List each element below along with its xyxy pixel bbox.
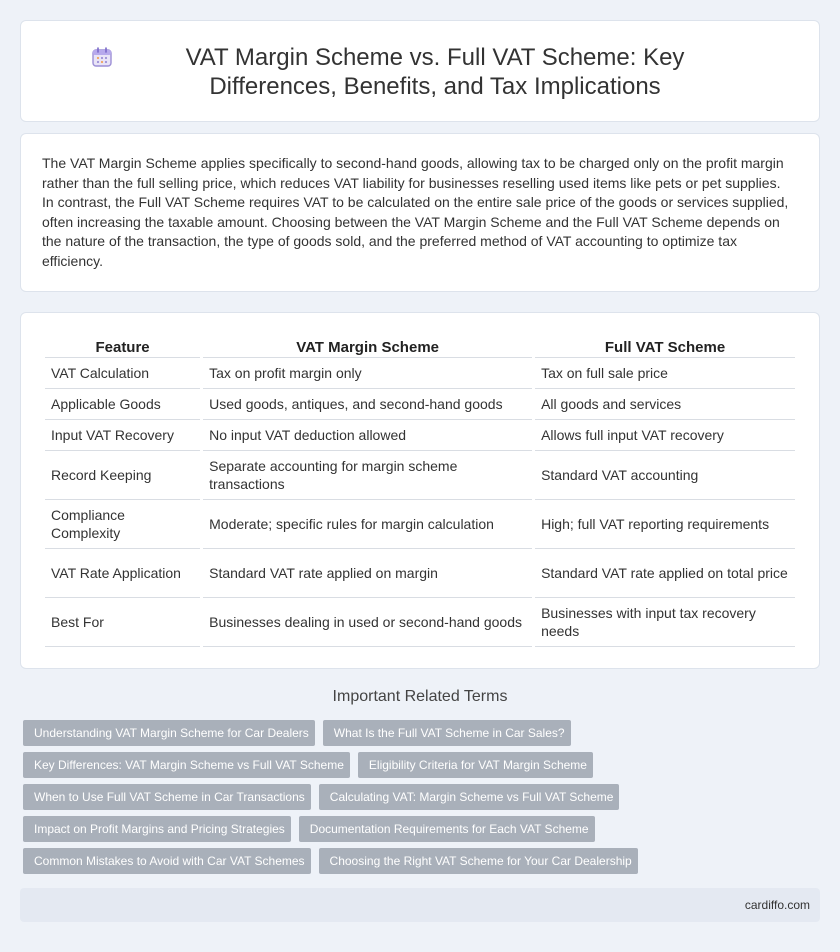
- page-title: VAT Margin Scheme vs. Full VAT Scheme: Key Differences, Benefits, and Tax Implications: [185, 44, 685, 100]
- cell-feature: Best For: [45, 598, 200, 647]
- related-term-tag[interactable]: Choosing the Right VAT Scheme for Your Car Dealership: [319, 848, 638, 874]
- footer: [20, 888, 820, 922]
- cell-feature: Compliance Complexity: [45, 500, 200, 549]
- table-row: [45, 451, 795, 500]
- cell-full: Tax on full sale price: [535, 358, 795, 389]
- related-terms-list: [20, 720, 820, 880]
- related-term-tag[interactable]: Key Differences: VAT Margin Scheme vs Full VAT Scheme: [23, 752, 350, 778]
- table-row: [45, 598, 795, 647]
- cell-margin: Businesses dealing in used or second-hand goods: [203, 598, 532, 647]
- cell-margin: Tax on profit margin only: [203, 358, 532, 389]
- cell-margin: No input VAT deduction allowed: [203, 420, 532, 451]
- comparison-card: [20, 312, 820, 669]
- footer-site-link[interactable]: cardiffo.com: [744, 898, 810, 912]
- cell-feature: VAT Calculation: [45, 358, 200, 389]
- related-term-tag[interactable]: What Is the Full VAT Scheme in Car Sales?: [323, 720, 571, 746]
- table-row: [45, 549, 795, 598]
- table-row: [45, 420, 795, 451]
- title-card: [20, 20, 820, 122]
- cell-full: Standard VAT rate applied on total price: [535, 549, 795, 598]
- table-row: [45, 389, 795, 420]
- cell-full: Standard VAT accounting: [535, 451, 795, 500]
- comparison-table: [42, 333, 798, 647]
- cell-full: Businesses with input tax recovery needs: [535, 598, 795, 647]
- cell-margin: Used goods, antiques, and second-hand goods: [203, 389, 532, 420]
- intro-card: [20, 133, 820, 292]
- related-terms-heading: Important Related Terms: [332, 688, 508, 705]
- cell-feature: VAT Rate Application: [45, 549, 200, 598]
- cell-feature: Input VAT Recovery: [45, 420, 200, 451]
- cell-margin: Separate accounting for margin scheme transactions: [203, 451, 532, 500]
- cell-full: High; full VAT reporting requirements: [535, 500, 795, 549]
- cell-full: Allows full input VAT recovery: [535, 420, 795, 451]
- cell-margin: Moderate; specific rules for margin calculation: [203, 500, 532, 549]
- related-term-tag[interactable]: Common Mistakes to Avoid with Car VAT Schemes: [23, 848, 311, 874]
- header-margin-scheme: VAT Margin Scheme: [203, 333, 532, 358]
- related-term-tag[interactable]: Understanding VAT Margin Scheme for Car Dealers: [23, 720, 315, 746]
- intro-paragraph: The VAT Margin Scheme applies specifically to second-hand goods, allowing tax to be charged only on the profit margin rather than the full selling price, which reduces VAT liability for businesses reselling used items like pets or pet supplies. In contrast, the Full VAT Scheme requires VAT to be calculated on the entire sale price of the goods or services supplied, often increasing the taxable amount. Choosing between the VAT Margin Scheme and the Full VAT Scheme depends on the nature of the transaction, the type of goods sold, and the preferred method of VAT accounting to optimize tax efficiency.: [42, 155, 789, 269]
- cell-feature: Applicable Goods: [45, 389, 200, 420]
- cell-margin: Standard VAT rate applied on margin: [203, 549, 532, 598]
- related-term-tag[interactable]: Eligibility Criteria for VAT Margin Scheme: [358, 752, 593, 778]
- table-row: [45, 500, 795, 549]
- cell-feature: Record Keeping: [45, 451, 200, 500]
- header-full-scheme: Full VAT Scheme: [535, 333, 795, 358]
- header-feature: Feature: [45, 333, 200, 358]
- related-term-tag[interactable]: Calculating VAT: Margin Scheme vs Full VAT Scheme: [319, 784, 620, 810]
- related-term-tag[interactable]: Documentation Requirements for Each VAT Scheme: [299, 816, 595, 842]
- related-term-tag[interactable]: When to Use Full VAT Scheme in Car Transactions: [23, 784, 311, 810]
- related-term-tag[interactable]: Impact on Profit Margins and Pricing Strategies: [23, 816, 291, 842]
- cell-full: All goods and services: [535, 389, 795, 420]
- table-row: [45, 358, 795, 389]
